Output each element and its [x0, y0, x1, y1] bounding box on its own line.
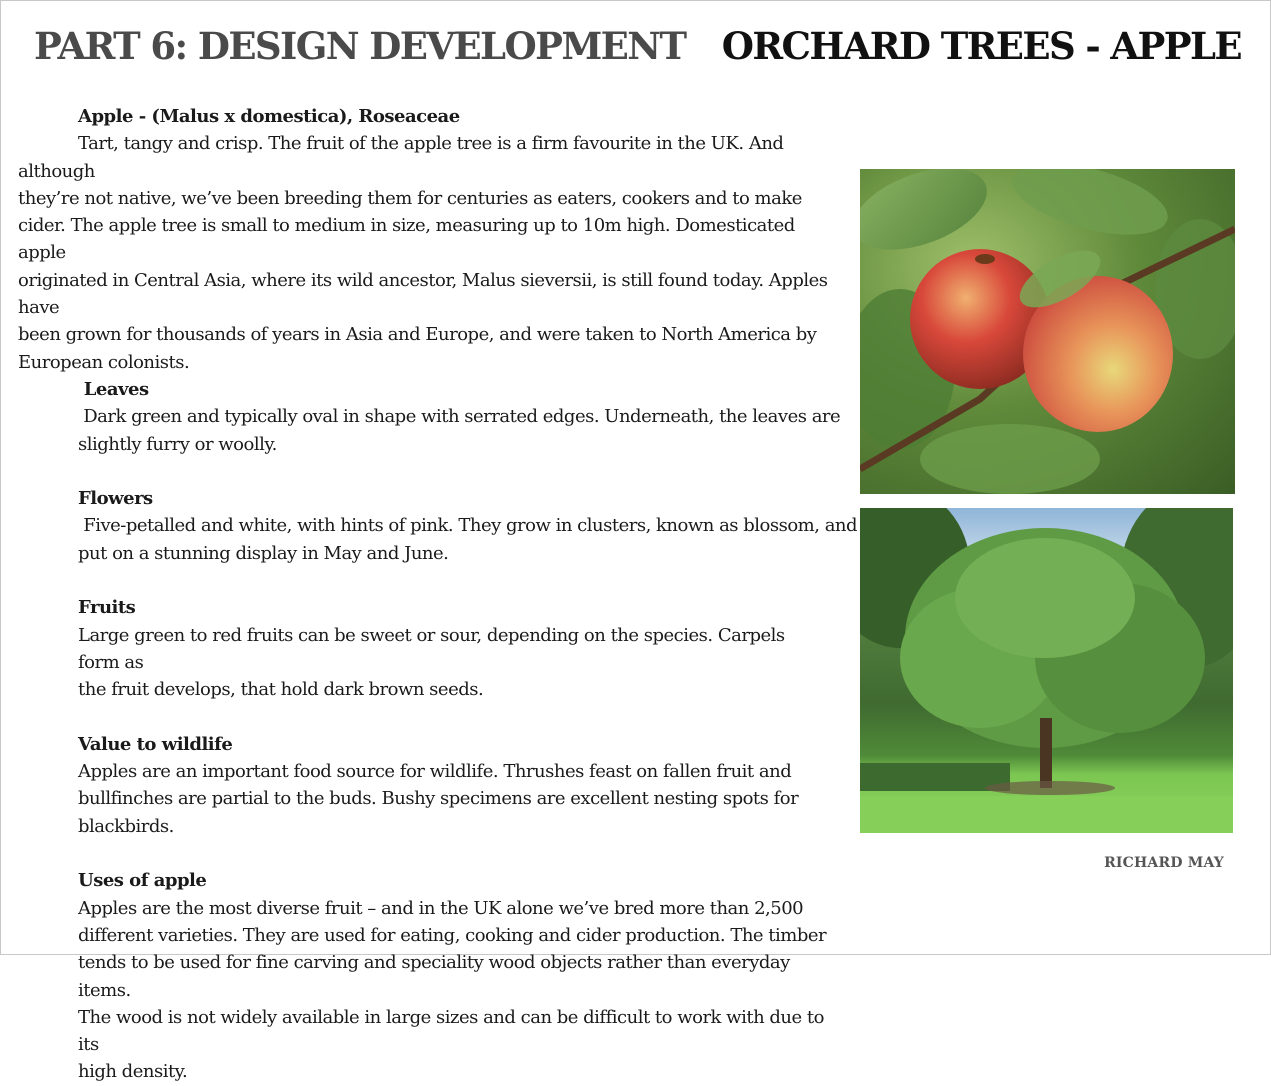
intro-line: cider. The apple tree is small to medium in size, measuring up to 10m high. Domesticated apple [18, 215, 795, 264]
leaves-heading: Leaves [78, 378, 149, 400]
intro-line: originated in Central Asia, where its wild ancestor, Malus sieversii, is still found today. Apples have [18, 269, 828, 319]
fruits-line: Large green to red fruits can be sweet or sour, depending on the species. Carpels form as [78, 624, 785, 673]
leaves-line: slightly furry or woolly. [78, 433, 277, 455]
uses-line: Apples are the most diverse fruit – and in the UK alone we’ve bred more than 2,500 [78, 897, 804, 919]
apple-tree-photo [860, 508, 1233, 833]
flowers-line: put on a stunning display in May and June. [78, 542, 449, 564]
intro-line: they’re not native, we’ve been breeding them for centuries as eaters, cookers and to make [18, 187, 802, 209]
photo-credit: RICHARD MAY [1104, 855, 1224, 871]
apple-fruit-illustration [860, 169, 1235, 494]
intro-line: European colonists. [18, 351, 190, 373]
wildlife-line: bullfinches are partial to the buds. Bushy specimens are excellent nesting spots for [78, 788, 799, 810]
wildlife-heading: Value to wildlife [78, 733, 233, 755]
uses-line: The wood is not widely available in large sizes and can be difficult to work with due to its [78, 1006, 824, 1056]
page-title: ORCHARD TREES - APPLE [721, 24, 1241, 68]
apple-tree-illustration [860, 508, 1233, 833]
section-title: PART 6: DESIGN DEVELOPMENT [34, 24, 686, 68]
intro-line: Tart, tangy and crisp. The fruit of the apple tree is a firm favourite in the UK. And although [18, 133, 784, 182]
body-text [18, 103, 858, 1086]
flowers-heading: Flowers [78, 488, 153, 510]
uses-heading: Uses of apple [78, 870, 207, 892]
species-heading: Apple - (Malus x domestica), Roseaceae [78, 106, 460, 127]
wildlife-line: blackbirds. [78, 815, 174, 837]
leaves-line: Dark green and typically oval in shape with serrated edges. Underneath, the leaves are [78, 406, 841, 428]
intro-line: been grown for thousands of years in Asia and Europe, and were taken to North America by [18, 324, 817, 346]
fruits-heading: Fruits [78, 597, 136, 619]
fruits-line: the fruit develops, that hold dark brown seeds. [78, 679, 484, 701]
flowers-line: Five-petalled and white, with hints of pink. They grow in clusters, known as blossom, and [78, 515, 858, 537]
apple-fruit-photo [860, 169, 1235, 494]
wildlife-line: Apples are an important food source for wildlife. Thrushes feast on fallen fruit and [78, 761, 792, 783]
uses-line: different varieties. They are used for eating, cooking and cider production. The timber [78, 924, 827, 946]
uses-line: high density. [78, 1061, 188, 1083]
uses-line: tends to be used for fine carving and speciality wood objects rather than everyday items. [78, 952, 790, 1001]
